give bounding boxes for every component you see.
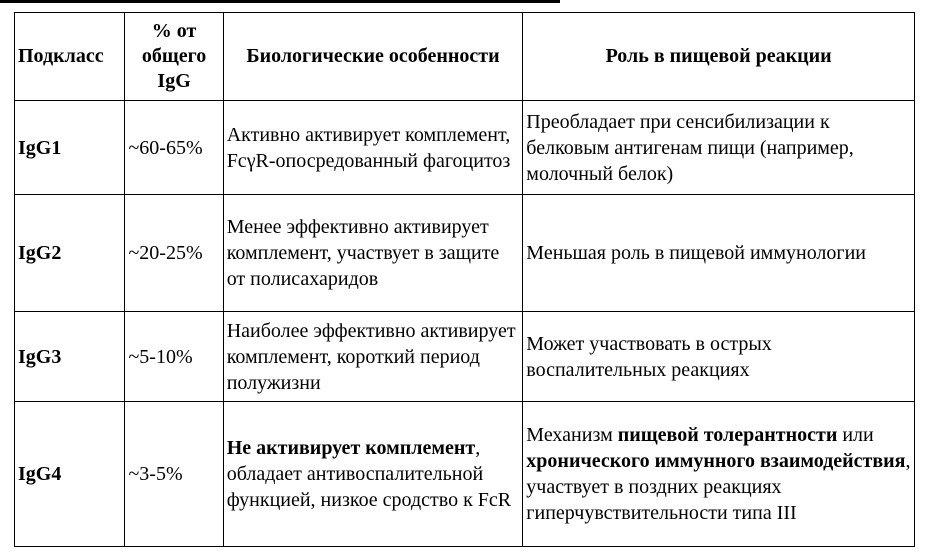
header-role: Роль в пищевой реакции bbox=[523, 13, 915, 101]
subclass-cell: IgG4 bbox=[15, 402, 125, 547]
table-row-igg2 bbox=[15, 195, 915, 312]
role-cell bbox=[523, 195, 915, 312]
bold-text-run: хронического иммунного взаимодействия bbox=[526, 450, 906, 472]
subclass-cell: IgG1 bbox=[15, 101, 125, 195]
role-cell bbox=[523, 101, 915, 195]
header-subclass: Подкласс bbox=[15, 13, 125, 101]
text-run: Может участвовать в острых воспалительных реакциях bbox=[526, 332, 772, 381]
bio-cell bbox=[223, 101, 523, 195]
header-bio: Биологические особенности bbox=[223, 13, 523, 101]
top-rule bbox=[0, 0, 560, 3]
table-header-row bbox=[15, 13, 915, 101]
percent-cell: ~20-25% bbox=[125, 195, 223, 312]
text-run: Меньшая роль в пищевой иммунологии bbox=[526, 242, 867, 264]
percent-cell: ~5-10% bbox=[125, 312, 223, 402]
bold-text-run: пищевой толерантности bbox=[617, 424, 838, 446]
role-cell bbox=[523, 312, 915, 402]
text-run: , обладает антивоспалительной функцией, низкое сродство к FcR bbox=[226, 437, 512, 511]
bio-cell bbox=[223, 312, 523, 402]
subclass-cell: IgG2 bbox=[15, 195, 125, 312]
bio-cell bbox=[223, 195, 523, 312]
bio-cell bbox=[223, 402, 523, 547]
text-run: Механизм bbox=[526, 424, 618, 446]
text-run: Менее эффективно активирует комплемент, участвует в защите от полисахаридов bbox=[226, 216, 500, 290]
text-run: Преобладает при сенсибилизации к белковым антигенам пищи (например, молочный белок) bbox=[526, 110, 854, 185]
role-cell bbox=[523, 402, 915, 547]
table-row-igg1 bbox=[15, 101, 915, 195]
text-run: Наиболее эффективно активирует комплемент, короткий период полужизни bbox=[226, 319, 516, 394]
text-run: Активно активирует комплемент, FcγR-опосредованный фагоцитоз bbox=[226, 123, 511, 172]
percent-cell: ~60-65% bbox=[125, 101, 223, 195]
text-run: или bbox=[837, 424, 874, 446]
subclass-cell: IgG3 bbox=[15, 312, 125, 402]
percent-cell: ~3-5% bbox=[125, 402, 223, 547]
text-run: , участвует в поздних реакциях гиперчувствительности типа III bbox=[526, 450, 911, 524]
table-row-igg4 bbox=[15, 402, 915, 547]
igg-subclass-table bbox=[14, 12, 915, 547]
header-percent: % от общего IgG bbox=[125, 13, 223, 101]
table-row-igg3 bbox=[15, 312, 915, 402]
bold-text-run: Не активирует комплемент bbox=[226, 437, 476, 459]
